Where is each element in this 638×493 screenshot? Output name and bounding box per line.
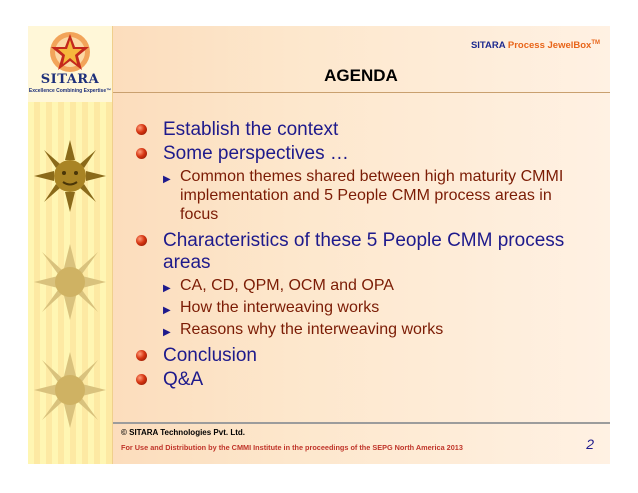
- agenda-item-text: Q&A: [163, 369, 204, 390]
- title-divider: [113, 92, 610, 93]
- agenda-item-text: Conclusion: [163, 345, 257, 366]
- agenda-list: [133, 119, 593, 393]
- brand-label: [471, 40, 600, 51]
- arrow-bullet-icon: ▶: [163, 327, 171, 338]
- footer-divider: [113, 422, 610, 424]
- agenda-subitem-text: Reasons why the interweaving works: [180, 321, 444, 338]
- agenda-subitem-text: How the interweaving works: [180, 299, 380, 316]
- agenda-subitem: [133, 320, 593, 339]
- agenda-item: [133, 143, 593, 165]
- slide: [28, 26, 610, 464]
- agenda-item: [133, 119, 593, 141]
- agenda-item: [133, 345, 593, 367]
- agenda-item: [133, 369, 593, 391]
- bullet-icon: [136, 374, 147, 385]
- copyright-text: © SITARA Technologies Pvt. Ltd.: [121, 428, 245, 437]
- arrow-bullet-icon: ▶: [163, 283, 171, 294]
- agenda-subitem: [133, 298, 593, 317]
- arrow-bullet-icon: ▶: [163, 174, 171, 185]
- bullet-icon: [136, 350, 147, 361]
- agenda-item-text: Some perspectives …: [163, 143, 349, 164]
- brand-name: SITARA: [470, 40, 506, 52]
- bullet-icon: [136, 148, 147, 159]
- usage-note: For Use and Distribution by the CMMI Institute in the proceedings of the SEPG North America 2013: [121, 443, 463, 452]
- sun-ornament-icon: [32, 242, 108, 322]
- decorative-side-band: [28, 26, 113, 464]
- agenda-subitem: [133, 167, 593, 224]
- logo: [28, 26, 112, 102]
- agenda-item-text: Characteristics of these 5 People CMM process areas: [163, 230, 565, 273]
- logo-name: SITARA: [40, 72, 100, 87]
- star-emblem-icon: [44, 30, 96, 74]
- agenda-item-text: Establish the context: [163, 119, 339, 140]
- agenda-subitem-text: CA, CD, QPM, OCM and OPA: [180, 277, 394, 294]
- sun-ornament-icon: [32, 350, 108, 430]
- page-number: 2: [586, 436, 594, 452]
- brand-product: Process JewelBox: [507, 40, 592, 52]
- agenda-subitem-text: Common themes shared between high maturity CMMI implementation and 5 People CMM process areas in focus: [180, 168, 564, 223]
- sun-face-icon: [32, 138, 108, 214]
- slide-title: AGENDA: [324, 66, 398, 85]
- logo-tagline: Excellence Combining Expertise™: [28, 88, 112, 94]
- agenda-subitem: [133, 276, 593, 295]
- bullet-icon: [136, 124, 147, 135]
- bullet-icon: [136, 235, 147, 246]
- brand-trademark: TM: [591, 40, 600, 46]
- arrow-bullet-icon: ▶: [163, 305, 171, 316]
- agenda-item: [133, 230, 593, 274]
